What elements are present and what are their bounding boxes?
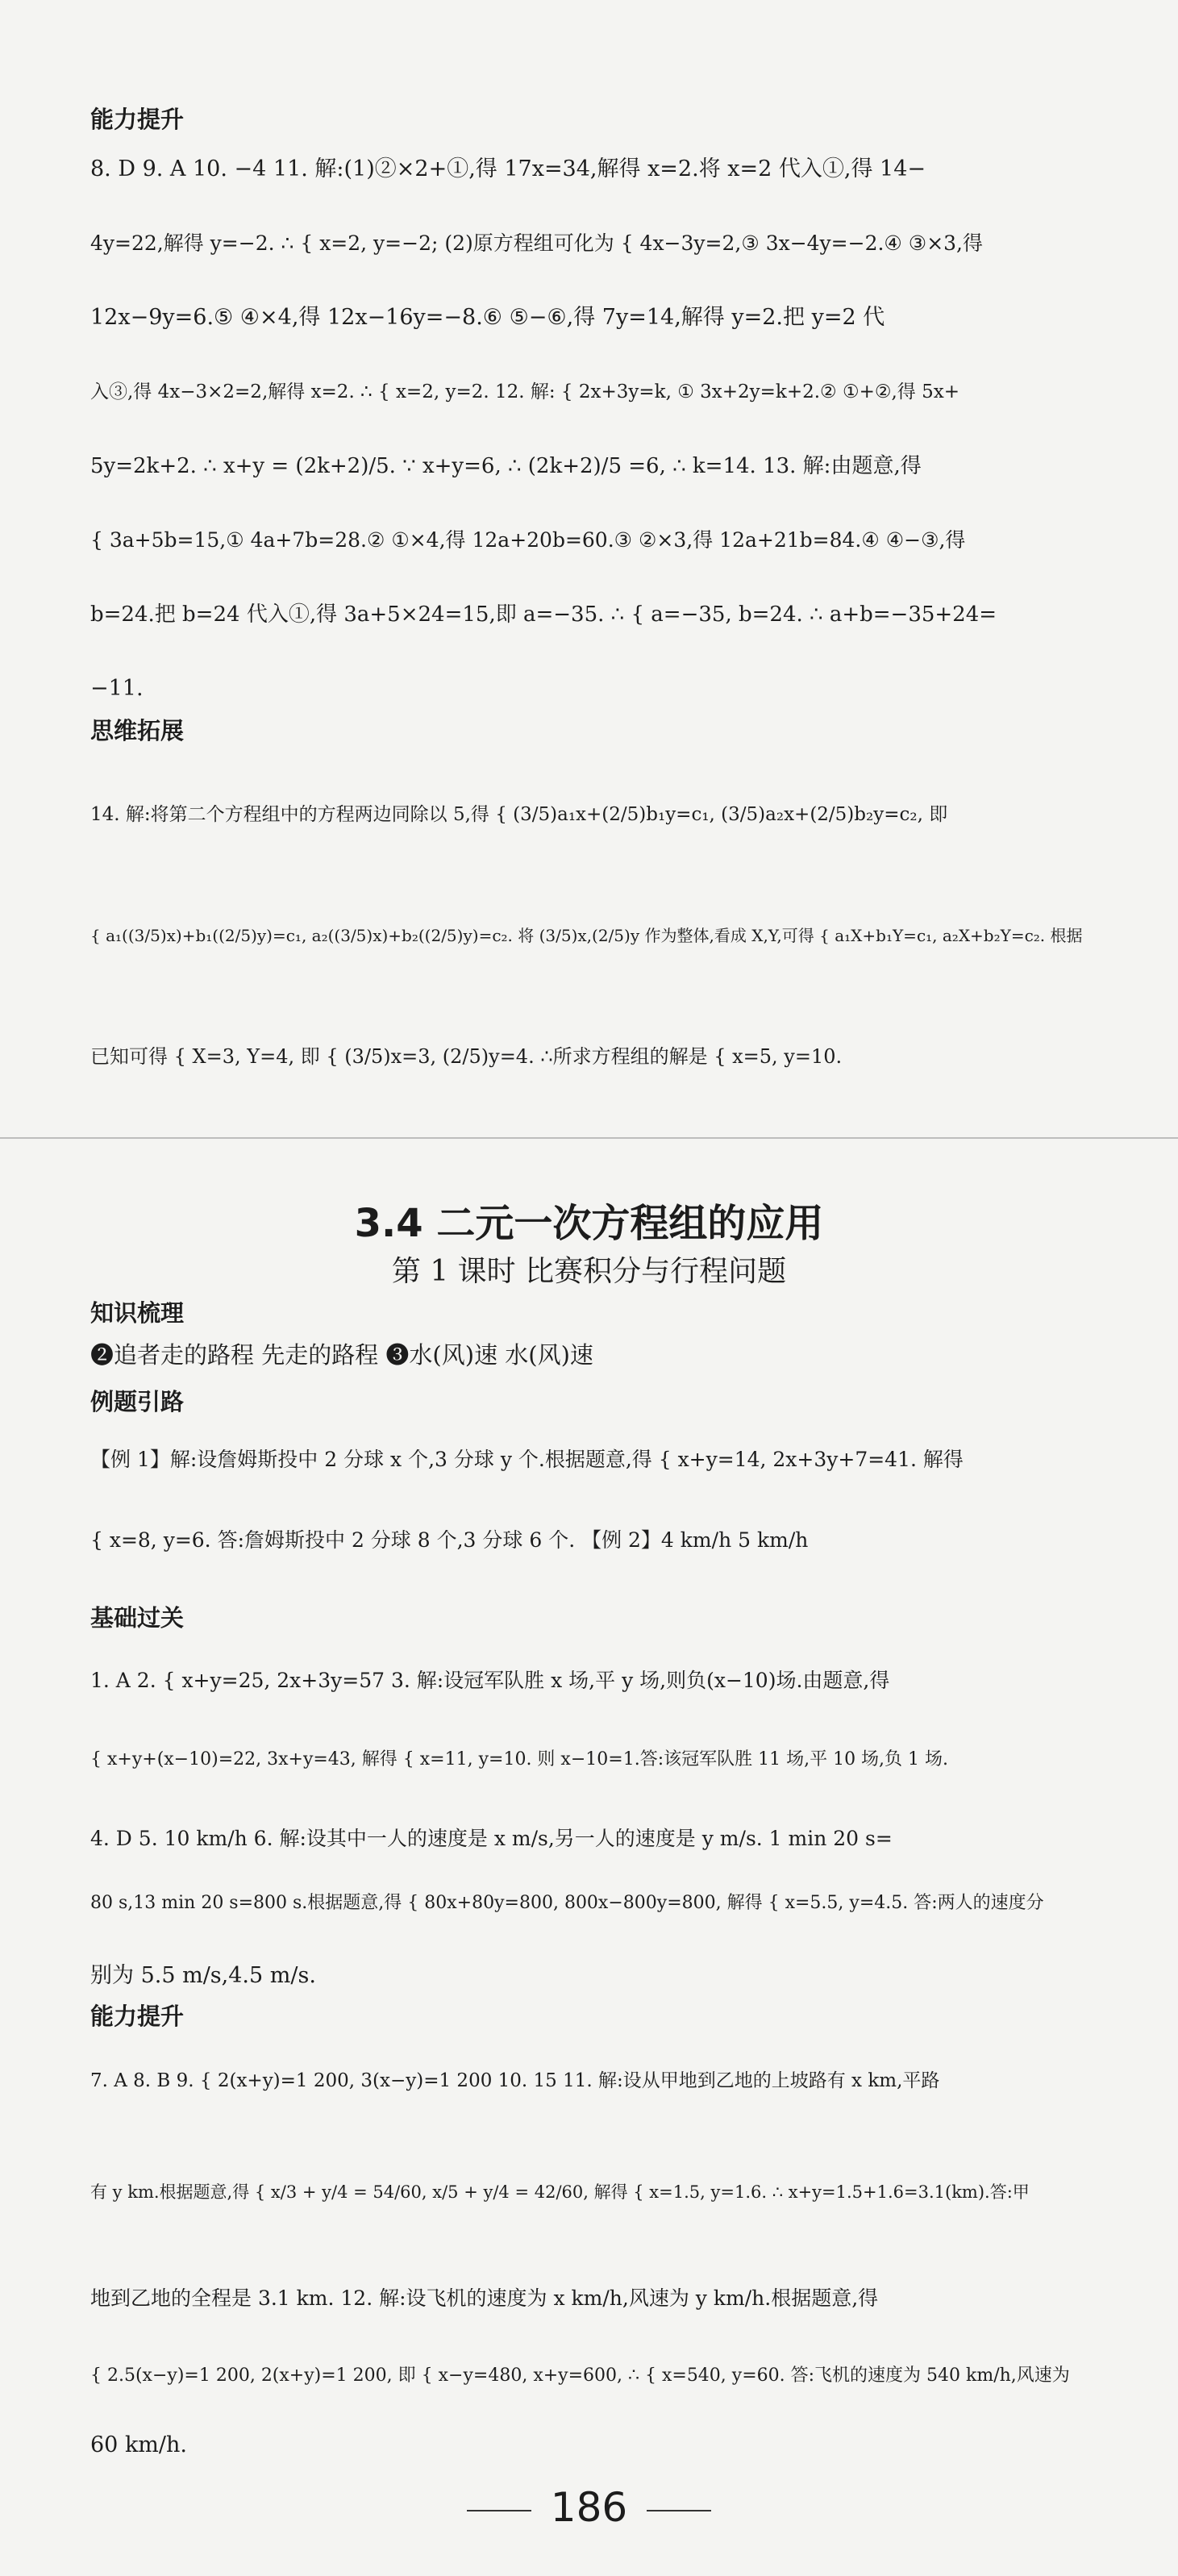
answer-line: 有 y km.根据题意,得 { x/3 + y/4 = 54/60, x/5 + y/4 = 42/60, 解得 { x=1.5, y=1.6. ∴ x+y=1.5+1.6=3.1(km).答:甲 [90,2182,1030,2202]
answer-line: 入③,得 4x−3×2=2,解得 x=2. ∴ { x=2, y=2. 12. 解: { 2x+3y=k, ① 3x+2y=k+2.② ①+②,得 5x+ [90,381,959,402]
answer-line: { x=8, y=6. 答:詹姆斯投中 2 分球 8 个,3 分球 6 个. 【例 2】4 km/h 5 km/h [90,1528,809,1552]
chapter-title: 3.4 二元一次方程组的应用 [354,1201,824,1246]
answer-line: −11. [90,676,144,701]
page-number-dash-right [647,2510,711,2511]
answer-line: 1. A 2. { x+y=25, 2x+3y=57 3. 解:设冠军队胜 x 场,平 y 场,则负(x−10)场.由题意,得 [90,1669,890,1692]
section-body-basics [90,1665,1098,2008]
answer-line: 【例 1】解:设詹姆斯投中 2 分球 x 个,3 分球 y 个.根据题意,得 { x+y=14, 2x+3y+7=41. 解得 [90,1448,964,1471]
page-number-text: 186 [550,2484,628,2531]
page-number [0,2484,1178,2531]
answer-line: 80 s,13 min 20 s=800 s.根据题意,得 { 80x+80y=800, 800x−800y=800, 解得 { x=5.5, y=4.5. 答:两人的速度分 [90,1893,1044,1913]
section-body-ability [90,153,1098,721]
section-heading-basics: 基础过关 [90,1604,185,1632]
answer-line: { 2.5(x−y)=1 200, 2(x+y)=1 200, 即 { x−y=480, x+y=600, ∴ { x=540, y=60. 答:飞机的速度为 540 km/h,风速为 [90,2366,1070,2386]
answer-line: 14. 解:将第二个方程组中的方程两边同除以 5,得 { (3/5)a₁x+(2/5)b₁y=c₁, (3/5)a₂x+(2/5)b₂y=c₂, 即 [90,804,948,825]
answer-line: 8. D 9. A 10. −4 11. 解:(1)②×2+①,得 17x=34,解得 x=2.将 x=2 代入①,得 14− [90,156,926,181]
answer-line: 已知可得 { X=3, Y=4, 即 { (3/5)x=3, (2/5)y=4. ∴所求方程组的解是 { x=5, y=10. [90,1045,843,1068]
section-heading-ability-2: 能力提升 [90,2003,185,2030]
page-number-dash-left [467,2510,531,2511]
knowledge-line: ❷追者走的路程 先走的路程 ❸水(风)速 水(风)速 [90,1341,593,1369]
answer-line: 4. D 5. 10 km/h 6. 解:设其中一人的速度是 x m/s,另一人的速度是 y m/s. 1 min 20 s= [90,1827,893,1850]
lesson-title: 第 1 课时 比赛积分与行程问题 [391,1255,787,1288]
section-heading-examples: 例题引路 [90,1388,185,1415]
answer-line: { x+y+(x−10)=22, 3x+y=43, 解得 { x=11, y=10. 则 x−10=1.答:该冠军队胜 11 场,平 10 场,负 1 场. [90,1749,949,1769]
section-heading-knowledge: 知识梳理 [90,1299,185,1327]
answer-line: 5y=2k+2. ∴ x+y = (2k+2)/5. ∵ x+y=6, ∴ (2k+2)/5 =6, ∴ k=14. 13. 解:由题意,得 [90,454,922,478]
section-heading-ability: 能力提升 [90,106,185,133]
section-body-ability-2 [90,2065,1098,2470]
section-body-examples [90,1444,1098,1573]
answer-line: 12x−9y=6.⑤ ④×4,得 12x−16y=−8.⑥ ⑤−⑥,得 7y=14,解得 y=2.把 y=2 代 [90,305,885,330]
answer-line: 7. A 8. B 9. { 2(x+y)=1 200, 3(x−y)=1 200 10. 15 11. 解:设从甲地到乙地的上坡路有 x km,平路 [90,2070,940,2091]
answer-line: { 3a+5b=15,① 4a+7b=28.② ①×4,得 12a+20b=60.③ ②×3,得 12a+21b=84.④ ④−③,得 [90,528,966,552]
section-heading-thinking: 思维拓展 [90,717,185,744]
answer-line: 4y=22,解得 y=−2. ∴ { x=2, y=−2; (2)原方程组可化为 { 4x−3y=2,③ 3x−4y=−2.④ ③×3,得 [90,231,983,255]
answer-line: 地到乙地的全程是 3.1 km. 12. 解:设飞机的速度为 x km/h,风速为 y km/h.根据题意,得 [90,2286,879,2310]
answer-line: { a₁((3/5)x)+b₁((2/5)y)=c₁, a₂((3/5)x)+b₂((2/5)y)=c₂. 将 (3/5)x,(2/5)y 作为整体,看成 X,Y,可得 { a₁X+b₁Y=c₁, a₂X+b₂Y=c₂. 根据 [90,926,1083,945]
section-body-thinking [90,798,1098,1089]
answer-line: 60 km/h. [90,2432,187,2457]
answer-line: b=24.把 b=24 代入①,得 3a+5×24=15,即 a=−35. ∴ { a=−35, b=24. ∴ a+b=−35+24= [90,602,997,627]
crease-line [0,1137,1178,1139]
answer-line: 别为 5.5 m/s,4.5 m/s. [90,1963,316,1988]
